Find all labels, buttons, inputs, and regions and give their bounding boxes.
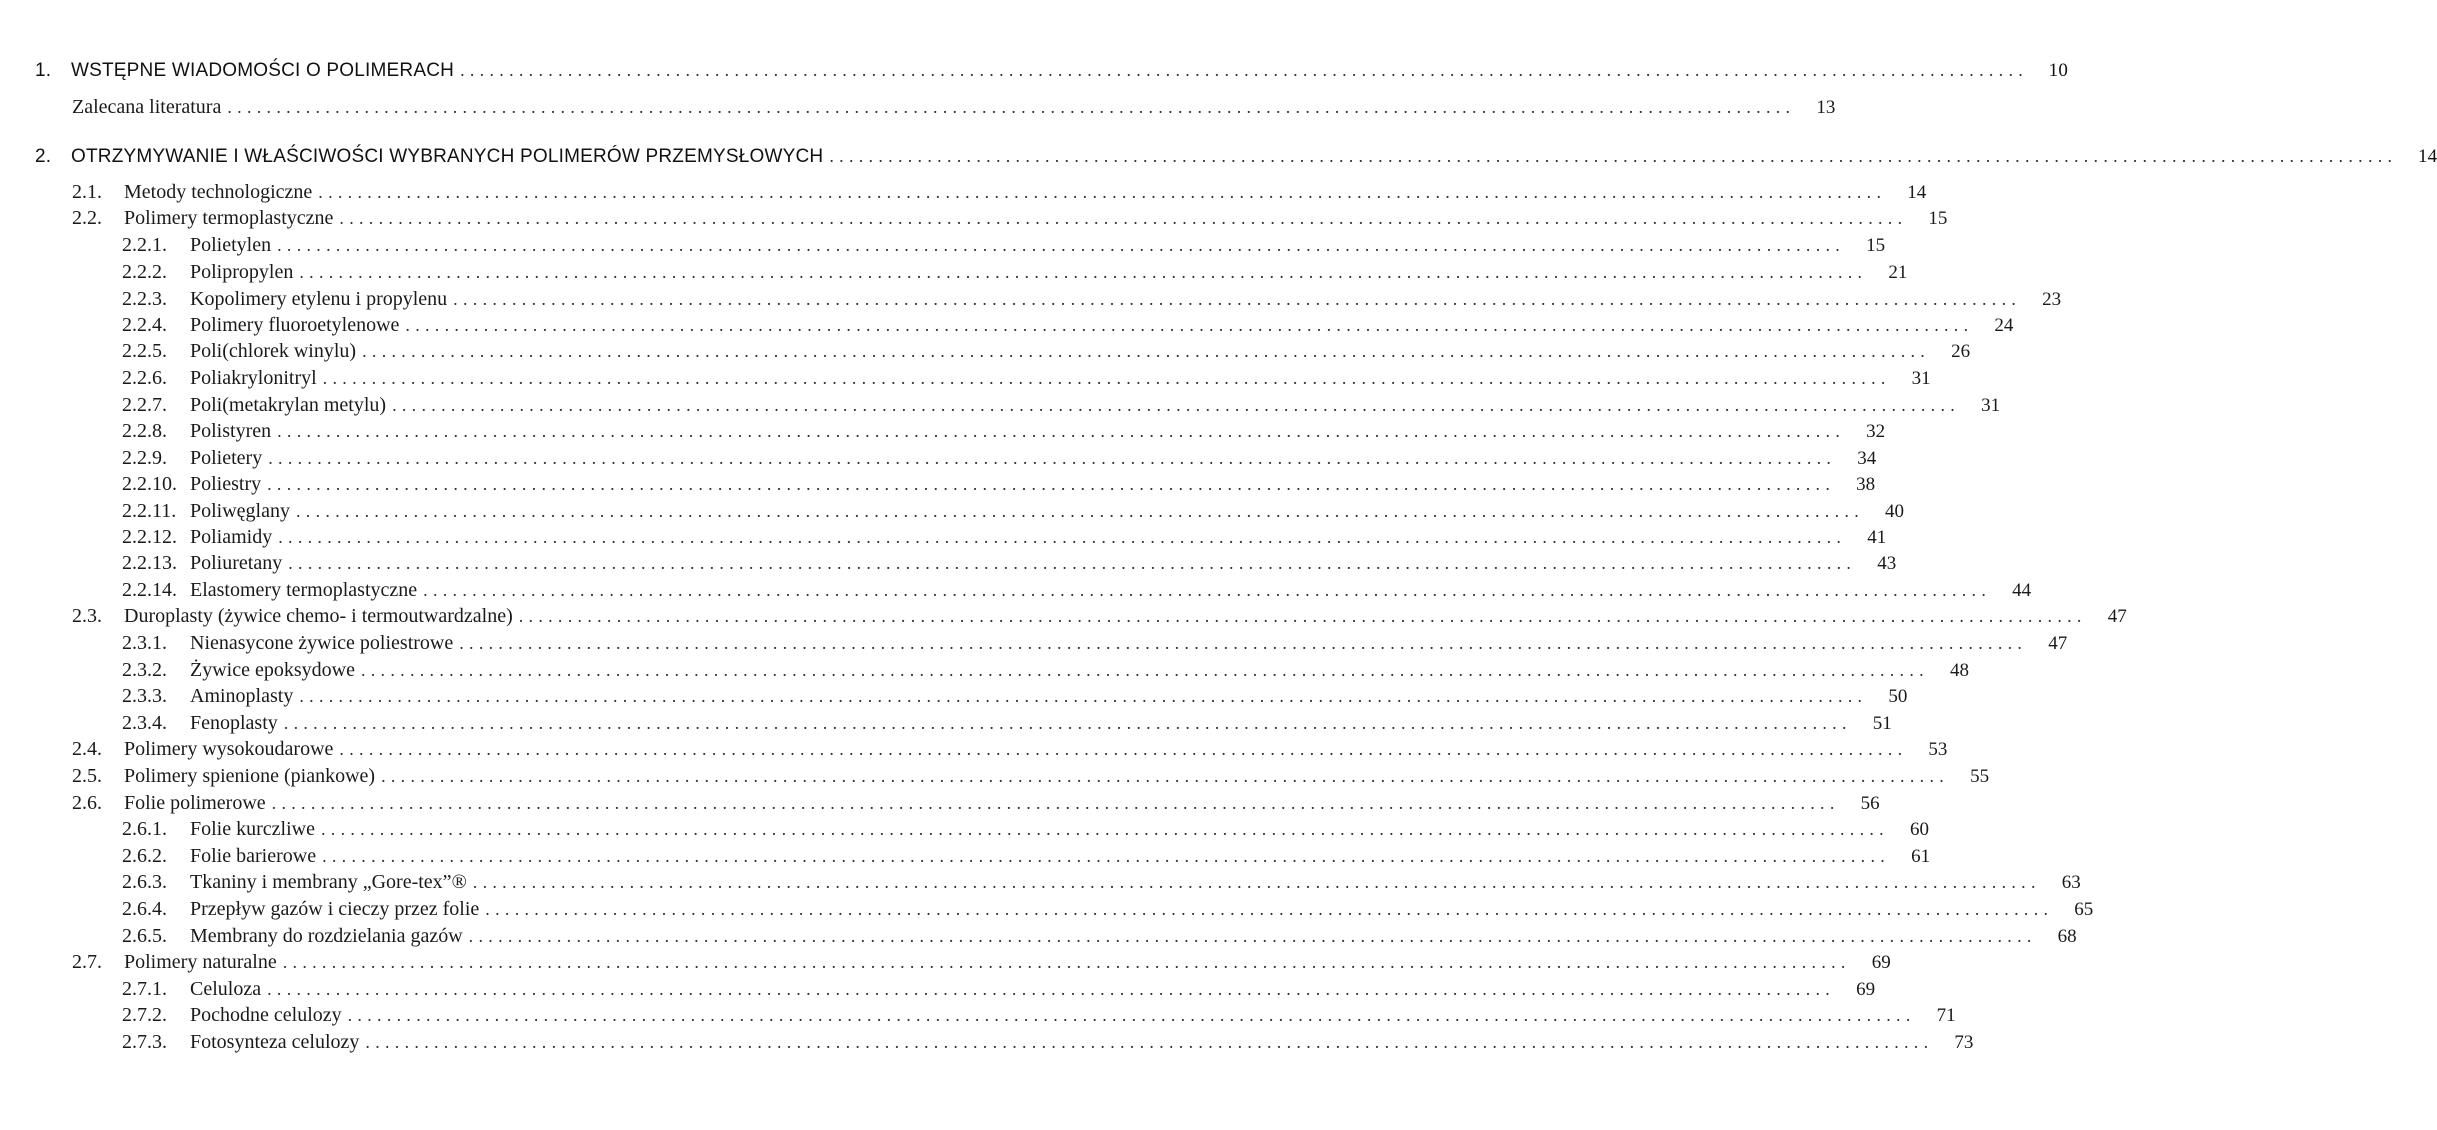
dot-leader: ................................................................................................................................................................ [227,97,1796,117]
toc-number: 2.6.5. [122,925,167,947]
toc-entry-row [72,765,1990,788]
toc-title: Membrany do rozdzielania gazów [190,925,463,947]
dot-leader: ................................................................................................................................................................ [278,527,1847,547]
toc-number: 2.3. [72,605,102,627]
toc-entry-row [122,367,1931,390]
toc-number: 2.6.3. [122,871,167,893]
dot-leader: ................................................................................................................................................................ [277,235,1846,255]
toc-title: Elastomery termoplastyczne [190,579,418,601]
toc-title: Polimery wysokoudarowe [124,738,334,760]
toc-page-number: 41 [1867,527,1887,548]
dot-leader: ................................................................................................................................................................ [318,182,1887,202]
toc-title: Metody technologiczne [124,181,313,203]
toc-title: Poli(chlorek winylu) [190,340,357,362]
toc-entry-row [122,473,1876,496]
toc-number: 2.2.6. [122,367,167,389]
toc-entry-row [122,288,2062,311]
toc-page-number: 24 [1994,315,2014,336]
toc-title: Zalecana literatura [72,96,222,118]
toc-title: Nienasycone żywice poliestrowe [190,632,454,654]
toc-number: 1. [35,60,52,81]
toc-number: 2.2. [72,207,102,229]
toc-title: Poliwęglany [190,500,290,522]
toc-number: 2. [35,146,52,167]
dot-leader: ................................................................................................................................................................ [282,952,1851,972]
toc-number: 2.2.10. [122,473,177,495]
toc-entry-row [122,685,1908,708]
dot-leader: ................................................................................................................................................................ [453,289,2022,309]
toc-entry-row [122,261,1908,284]
toc-page-number: 23 [2042,289,2062,310]
toc-page-number: 13 [1816,97,1836,118]
toc-page-number: 71 [1936,1005,1956,1026]
toc-entry-row [122,1031,1974,1054]
toc-entry-row [122,871,2081,894]
toc-entry-row [72,951,1891,974]
dot-leader: ................................................................................................................................................................ [283,713,1852,733]
toc-title: Polipropylen [190,261,294,283]
toc-number: 2.2.8. [122,420,167,442]
toc-page-number: 32 [1866,421,1886,442]
toc-title: Pochodne celulozy [190,1004,342,1026]
toc-title: Fenoplasty [190,712,278,734]
toc-page-number: 68 [2057,926,2077,947]
dot-leader: ................................................................................................................................................................ [460,60,2029,80]
dot-leader: ................................................................................................................................................................ [381,766,1950,786]
toc-title: Żywice epoksydowe [190,659,355,681]
toc-entry-row [122,394,2001,417]
toc-title: Poliakrylonitryl [190,367,317,389]
toc-page-number: 38 [1856,474,1876,495]
dot-leader: ................................................................................................................................................................ [271,793,1840,813]
toc-title: Kopolimery etylenu i propylenu [190,288,448,310]
toc-page-number: 69 [1856,979,1876,1000]
toc-entry-row [122,526,1887,549]
toc-number: 2.3.2. [122,659,167,681]
dot-leader: ................................................................................................................................................................ [299,262,1868,282]
dot-leader: ................................................................................................................................................................ [423,580,1992,600]
dot-leader: ................................................................................................................................................................ [405,315,1974,335]
toc-entry-row [122,925,2077,948]
toc-title: Poliuretany [190,552,283,574]
toc-title: Duroplasty (żywice chemo- i termoutwardzalne) [124,605,513,627]
toc-page-number: 14 [1907,182,1927,203]
toc-number: 2.2.9. [122,447,167,469]
toc-number: 2.2.13. [122,552,177,574]
dot-leader: ................................................................................................................................................................ [360,660,1929,680]
toc-entry-row [72,792,1880,815]
toc-page-number: 14 [2417,146,2437,167]
toc-entry-row [122,234,1886,257]
toc-page-number: 21 [1888,262,1908,283]
toc-entry-row [122,579,2032,602]
toc-title: Tkaniny i membrany „Gore-tex”® [190,871,467,893]
toc-number: 2.3.1. [122,632,167,654]
toc-page-number: 15 [1928,208,1948,229]
toc-title: Polietylen [190,234,272,256]
dot-leader: ................................................................................................................................................................ [459,633,2028,653]
toc-page-number: 51 [1872,713,1892,734]
toc-number: 2.6.2. [122,845,167,867]
toc-page-number: 56 [1860,793,1880,814]
toc-number: 2.1. [72,181,102,203]
dot-leader: ................................................................................................................................................................ [829,146,2398,166]
toc-entry-row [122,818,1929,841]
toc-number: 2.7.2. [122,1004,167,1026]
dot-leader: ................................................................................................................................................................ [267,979,1836,999]
toc-title: Folie barierowe [190,845,317,867]
toc-entry-row [122,845,1931,868]
toc-page-number: 10 [2048,60,2069,81]
dot-leader: ................................................................................................................................................................ [485,899,2054,919]
toc-number: 2.3.4. [122,712,167,734]
toc-title: Polietery [190,447,263,469]
toc-number: 2.7.1. [122,978,167,1000]
dot-leader: ................................................................................................................................................................ [339,739,1908,759]
toc-entry-row [122,659,1969,682]
toc-entry-row [122,978,1876,1001]
toc-entry-row [72,207,1948,230]
toc-page-number: 15 [1866,235,1886,256]
toc-number: 2.7. [72,951,102,973]
toc-page-number: 65 [2074,899,2094,920]
toc-page-number: 44 [2012,580,2032,601]
dot-leader: ................................................................................................................................................................ [468,926,2037,946]
toc-number: 2.2.14. [122,579,177,601]
toc-number: 2.2.2. [122,261,167,283]
toc-page-number: 55 [1970,766,1990,787]
toc-title: WSTĘPNE WIADOMOŚCI O POLIMERACH [71,60,455,81]
toc-number: 2.2.1. [122,234,167,256]
toc-page-number: 47 [2048,633,2068,654]
toc-entry-row [122,500,1904,523]
dot-leader: ................................................................................................................................................................ [365,1032,1934,1052]
toc-page-number: 26 [1951,341,1971,362]
toc-number: 2.4. [72,738,102,760]
toc-chapter-row [35,60,2069,82]
toc-number: 2.2.7. [122,394,167,416]
toc-title: Polimery spienione (piankowe) [124,765,376,787]
dot-leader: ................................................................................................................................................................ [267,474,1836,494]
toc-page-number: 53 [1928,739,1948,760]
toc-page-number: 61 [1911,846,1931,867]
toc-page-number: 69 [1871,952,1891,973]
toc-title: Poliamidy [190,526,273,548]
toc-number: 2.7.3. [122,1031,167,1053]
toc-number: 2.6.1. [122,818,167,840]
toc-title: Fotosynteza celulozy [190,1031,360,1053]
dot-leader: ................................................................................................................................................................ [288,553,1857,573]
toc-page-number: 47 [2107,606,2127,627]
toc-page-number: 31 [1981,395,2001,416]
toc-entry-row [122,898,2094,921]
toc-number: 2.2.4. [122,314,167,336]
toc-title: Polistyren [190,420,272,442]
toc-entry-row [122,314,2014,337]
dot-leader: ................................................................................................................................................................ [322,368,1891,388]
toc-entry-row [122,552,1897,575]
toc-title: Polimery fluoroetylenowe [190,314,400,336]
dot-leader: ................................................................................................................................................................ [268,448,1837,468]
toc-title: Aminoplasty [190,685,294,707]
dot-leader: ................................................................................................................................................................ [472,872,2041,892]
toc-title: OTRZYMYWANIE I WŁAŚCIWOŚCI WYBRANYCH POLIMERÓW PRZEMYSŁOWYCH [71,146,824,167]
toc-page-number: 31 [1911,368,1931,389]
toc-title: Przepływ gazów i cieczy przez folie [190,898,480,920]
toc-entry-row [122,447,1877,470]
dot-leader: ................................................................................................................................................................ [320,819,1889,839]
toc-page-number: 40 [1885,501,1904,522]
toc-page-number: 48 [1949,660,1969,681]
toc-page-number: 73 [1954,1032,1974,1053]
toc-number: 2.3.3. [122,685,167,707]
toc-number: 2.5. [72,765,102,787]
toc-entry-row [72,605,2127,628]
toc-number: 2.6. [72,792,102,814]
toc-entry-row [72,96,1836,119]
toc-entry-row [122,420,1886,443]
toc-number: 2.2.3. [122,288,167,310]
toc-number: 2.2.11. [122,500,177,522]
toc-title: Celuloza [190,978,262,1000]
toc-page-number: 60 [1909,819,1929,840]
dot-leader: ................................................................................................................................................................ [322,846,1891,866]
dot-leader: ................................................................................................................................................................ [392,395,1961,415]
toc-number: 2.2.5. [122,340,167,362]
toc-title: Polimery naturalne [124,951,277,973]
toc-title: Poliestry [190,473,262,495]
toc-entry-row [122,340,1971,363]
dot-leader: ................................................................................................................................................................ [347,1005,1916,1025]
dot-leader: ................................................................................................................................................................ [362,341,1931,361]
dot-leader: ................................................................................................................................................................ [277,421,1846,441]
toc-number: 2.2.12. [122,526,177,548]
toc-page-number: 50 [1888,686,1908,707]
toc-number: 2.6.4. [122,898,167,920]
toc-page-number: 63 [2061,872,2081,893]
toc-page-number: 43 [1877,553,1897,574]
toc-entry-row [122,712,1892,735]
toc-title: Folie kurczliwe [190,818,315,840]
dot-leader: ................................................................................................................................................................ [518,606,2087,626]
dot-leader: ................................................................................................................................................................ [296,501,1864,521]
toc-title: Poli(metakrylan metylu) [190,394,387,416]
toc-entry-row [72,181,1927,204]
toc-entry-row [122,632,2068,655]
toc-page-number: 34 [1857,448,1877,469]
toc-title: Folie polimerowe [124,792,266,814]
dot-leader: ................................................................................................................................................................ [299,686,1868,706]
toc-entry-row [72,738,1948,761]
toc-title: Polimery termoplastyczne [124,207,334,229]
dot-leader: ................................................................................................................................................................ [339,208,1908,228]
toc-entry-row [122,1004,1956,1027]
toc-chapter-row [35,146,2437,168]
